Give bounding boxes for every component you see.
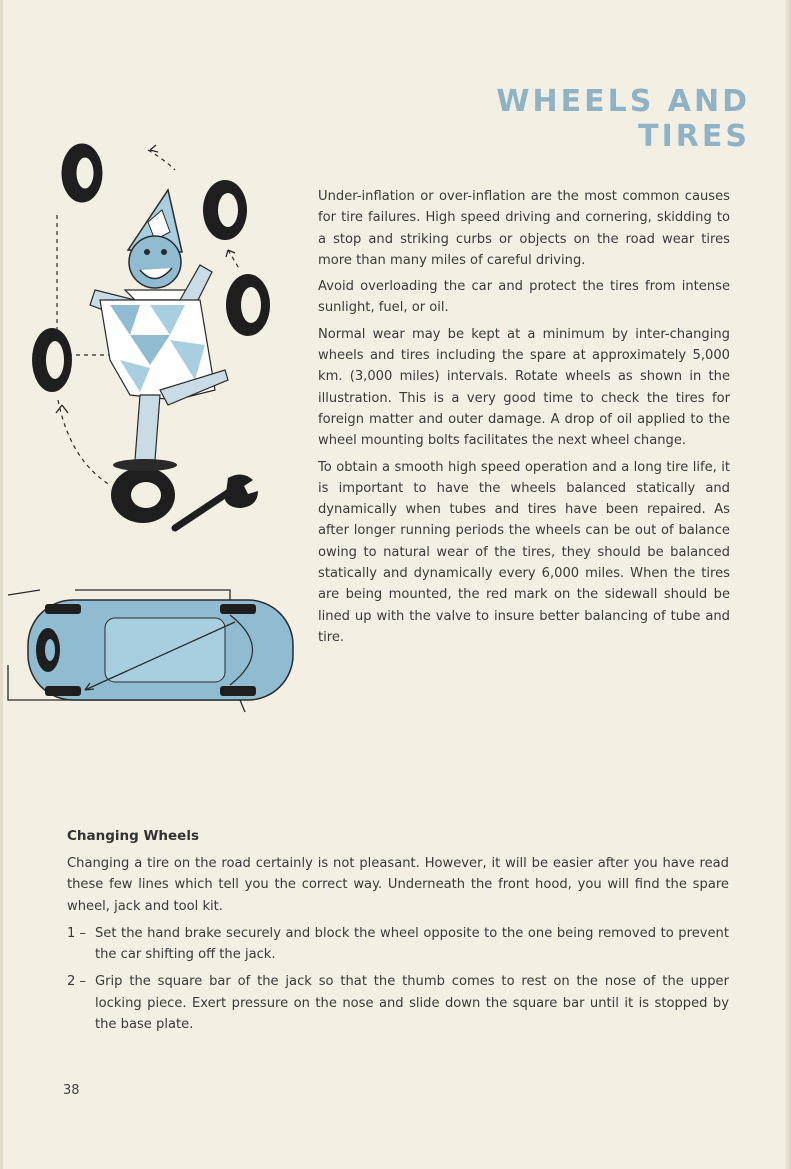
page-edge-right (785, 0, 791, 1169)
clown-figure (90, 190, 228, 471)
paragraph-balancing: To obtain a smooth high speed operation and a long tire life, it is important to have the wheels balanced statically and dynamically when tubes and tires have been repaired. As after longer running periods the wheels can be out of balance owing to natural wear of the tires, they should be balanced statically and dynamically every 6,000 miles. When the tires are being mounted, the red mark on the sidewall should be lined up with the valve to insure better balancing of tube and tire. (318, 459, 730, 645)
tire-icon (203, 180, 247, 240)
tire-rotation-illustration (0, 130, 310, 730)
section-intro: Changing a tire on the road certainly is not pleasant. However, it will be easier after you have read these few lines which tell you the correct way. Underneath the front hood, you will find the spare wheel, jack and tool kit. (67, 856, 729, 914)
tire-icon (62, 144, 102, 202)
step-text: Set the hand brake securely and block the wheel opposite to the one being removed to prevent the car shifting off the jack. (95, 925, 729, 963)
wrench-icon (175, 474, 258, 528)
section-heading: Changing Wheels (67, 828, 199, 844)
step-item (67, 971, 729, 1035)
step-item (67, 923, 729, 966)
main-text-column (318, 186, 730, 653)
paragraph-rotation: Normal wear may be kept at a minimum by inter-changing wheels and tires including the spare at approximately 5,000 km. (3,000 miles) intervals. Rotate wheels as shown in the illustration. This is a very good time to check the tires for foreign matter and outer damage. A drop of oil applied to the wheel mounting bolts facilitates the next wheel change. (318, 326, 730, 449)
step-number: 1 – (67, 925, 87, 941)
tire-icon (226, 274, 270, 336)
step-text: Grip the square bar of the jack so that the thumb comes to rest on the nose of the upper locking piece. Exert pressure on the nose and slide down the square bar until it is stopped by the base plate. (95, 974, 729, 1033)
changing-wheels-section (67, 828, 729, 1041)
paragraph-inflation: Under-inflation or over-inflation are the most common causes for tire failures. High speed driving and cornering, skidding to a stop and striking curbs or objects on the road wear tires more than many miles of careful driving. (318, 189, 730, 268)
paragraph-overloading: Avoid overloading the car and protect the tires from intense sunlight, fuel, or oil. (318, 279, 730, 316)
tire-icon (111, 467, 175, 523)
tire-icon (32, 328, 72, 392)
car-rotation-diagram (8, 590, 293, 712)
step-number: 2 – (67, 974, 87, 990)
page-title: WHEELS AND TIRES (496, 84, 750, 154)
page-number: 38 (63, 1083, 80, 1098)
